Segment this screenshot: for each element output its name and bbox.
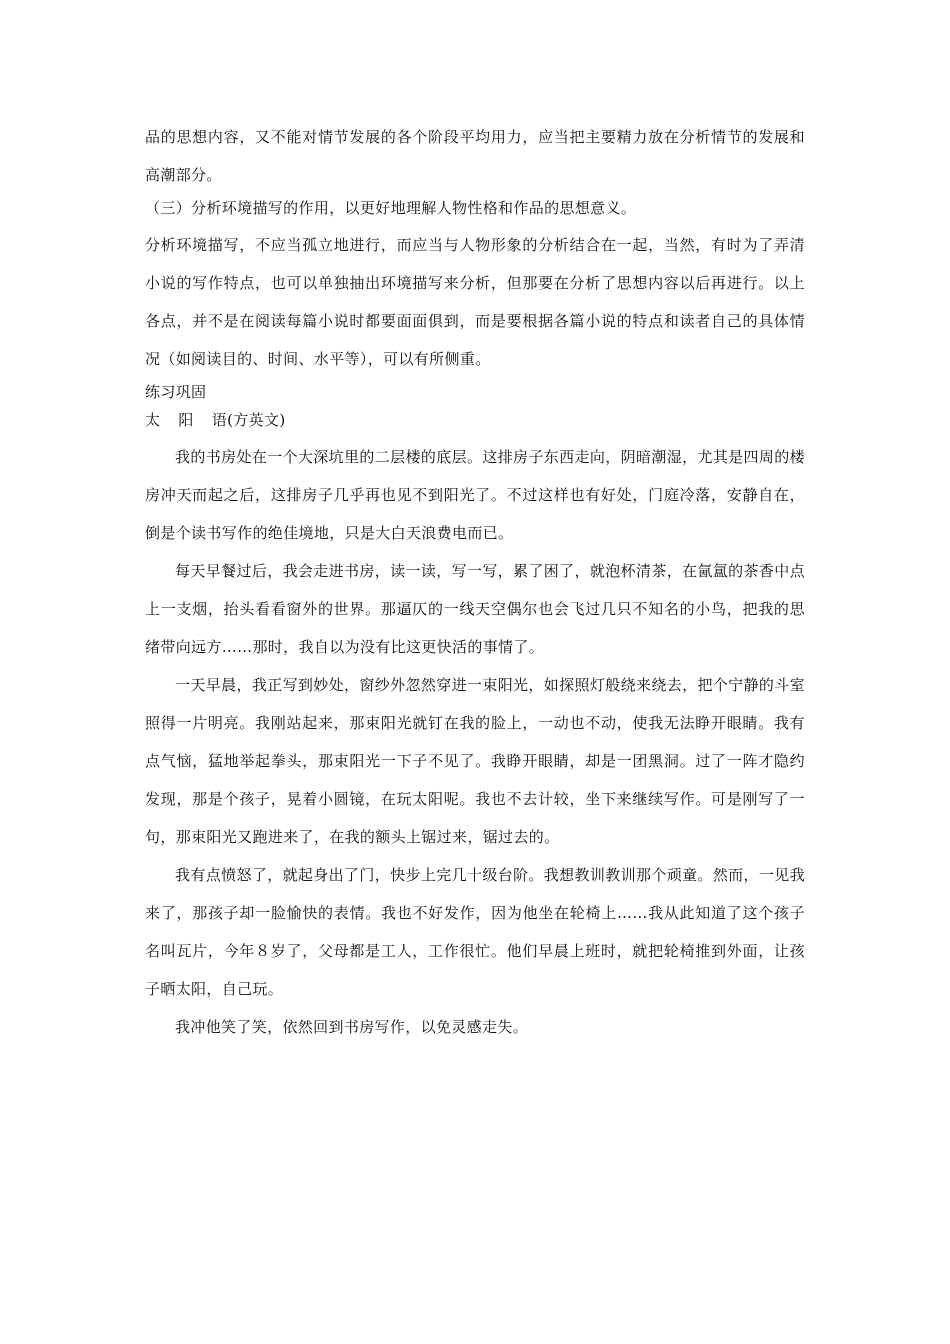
document-body — [145, 118, 805, 1046]
story-author: (方英文) — [227, 411, 286, 429]
exercise-label: 练习巩固 — [145, 383, 207, 401]
story-title-char-3: 语 — [211, 411, 228, 429]
story-paragraph-5: 我冲他笑了笑，依然回到书房写作，以免灵感走失。 — [175, 1018, 529, 1036]
story-paragraph-3: 一天早晨，我正写到妙处，窗纱外忽然穿进一束阳光，如探照灯般绕来绕去，把个宁静的斗室照得一片明亮。我刚站起来，那束阳光就钉在我的脸上，一动也不动，使我无法睁开眼睛。我有点气恼，猛地举起拳头，那束阳光一下子不见了。我睁开眼睛，却是一团黑洞。过了一阵才隐约发现，那是个孩子，晃着小圆镜，在玩太阳呢。我也不去计较，坐下来继续写作。可是刚写了一句，那束阳光又跑进来了，在我的额头上锯过来，锯过去的。 — [145, 676, 805, 846]
story-paragraph-4: 我有点愤怒了，就起身出了门，快步上完几十级台阶。我想教训教训那个顽童。然而，一见我来了，那孩子却一脸愉快的表情。我也不好发作，因为他坐在轮椅上……我从此知道了这个孩子名叫瓦片，今年８岁了，父母都是工人，工作很忙。他们早晨上班时，就把轮椅推到外面，让孩子晒太阳，自己玩。 — [145, 866, 805, 998]
section-heading-three: （三）分析环境描写的作用，以更好地理解人物性格和作品的思想意义。 — [145, 199, 637, 217]
intro-paragraph-environment: 分析环境描写，不应当孤立地进行，而应当与人物形象的分析结合在一起，当然，有时为了弄清小说的写作特点，也可以单独抽出环境描写来分析，但那要在分析了思想内容以后再进行。以上各点，并不是在阅读每篇小说时都要面面俱到，而是要根据各篇小说的特点和读者自己的具体情况（如阅读目的、时间、水平等），可以有所侧重。 — [145, 236, 805, 368]
intro-paragraph-continuation: 品的思想内容，又不能对情节发展的各个阶段平均用力，应当把主要精力放在分析情节的发展和高潮部分。 — [145, 128, 805, 184]
story-paragraph-2: 每天早餐过后，我会走进书房，读一读，写一写，累了困了，就泡杯清茶，在氤氲的茶香中点上一支烟，抬头看看窗外的世界。那逼仄的一线天空偶尔也会飞过几只不知名的小鸟，把我的思绪带向远方……那时，我自以为没有比这更快活的事情了。 — [145, 562, 805, 656]
story-title-line — [145, 406, 805, 434]
story-title-char-1: 太 — [145, 411, 161, 429]
story-title-char-2: 阳 — [178, 411, 194, 429]
story-paragraph-1: 我的书房处在一个大深坑里的二层楼的底层。这排房子东西走向，阴暗潮湿，尤其是四周的楼房冲天而起之后，这排房子几乎再也见不到阳光了。不过这样也有好处，门庭冷落，安静自在，倒是个读书写作的绝佳境地，只是大白天浪费电而已。 — [145, 448, 805, 542]
